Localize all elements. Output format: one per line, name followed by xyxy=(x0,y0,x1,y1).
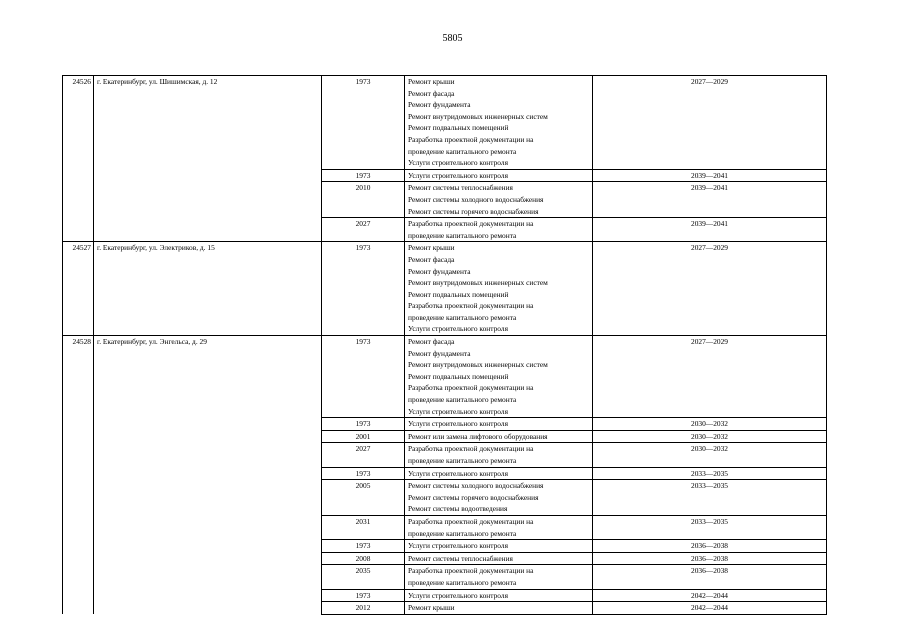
building-address: г. Екатеринбург, ул. Энгельса, д. 29 xyxy=(94,336,322,615)
table-row xyxy=(63,76,827,170)
planned-period: 2030—2032 xyxy=(593,430,827,443)
repair-work-item: Разработка проектной документации на xyxy=(408,566,534,576)
repair-works xyxy=(405,589,593,602)
repair-works xyxy=(405,480,593,516)
construction-year: 2001 xyxy=(322,430,405,443)
planned-period: 2027—2029 xyxy=(593,336,827,418)
repair-work-item: проведение капитального ремонта xyxy=(408,312,517,322)
planned-period: 2042—2044 xyxy=(593,602,827,615)
repair-work-item: Услуги строительного контроля xyxy=(408,468,508,478)
repair-work-item: Разработка проектной документации на xyxy=(408,444,534,454)
construction-year: 2035 xyxy=(322,565,405,589)
repair-work-item: Ремонт системы горячего водоснабжения xyxy=(408,206,539,216)
repair-work-item: Ремонт или замена лифтового оборудования xyxy=(408,431,548,441)
repair-work-item: Ремонт фундамента xyxy=(408,348,471,358)
building-id: 24526 xyxy=(63,76,94,242)
construction-year: 2027 xyxy=(322,443,405,467)
construction-year: 1973 xyxy=(322,76,405,170)
planned-period: 2030—2032 xyxy=(593,418,827,431)
construction-year: 2012 xyxy=(322,602,405,615)
repair-works xyxy=(405,76,593,170)
repair-works xyxy=(405,336,593,418)
repair-works xyxy=(405,242,593,336)
repair-work-item: Ремонт внутридомовых инженерных систем xyxy=(408,278,548,288)
repair-work-item: Разработка проектной документации на xyxy=(408,383,534,393)
repair-works xyxy=(405,602,593,615)
planned-period: 2039—2041 xyxy=(593,218,827,242)
repair-work-item: проведение капитального ремонта xyxy=(408,577,517,587)
repair-works xyxy=(405,515,593,539)
table-row xyxy=(63,242,827,336)
planned-period: 2030—2032 xyxy=(593,443,827,467)
construction-year: 1973 xyxy=(322,336,405,418)
repair-work-item: Ремонт подвальных помещений xyxy=(408,123,509,133)
construction-year: 1973 xyxy=(322,589,405,602)
planned-period: 2042—2044 xyxy=(593,589,827,602)
repair-schedule-table xyxy=(62,75,827,615)
repair-works xyxy=(405,430,593,443)
repair-works xyxy=(405,443,593,467)
construction-year: 2010 xyxy=(322,182,405,218)
repair-work-item: Услуги строительного контроля xyxy=(408,590,508,600)
planned-period: 2036—2038 xyxy=(593,552,827,565)
building-address: г. Екатеринбург, ул. Шишимская, д. 12 xyxy=(94,76,322,242)
planned-period: 2033—2035 xyxy=(593,515,827,539)
planned-period: 2039—2041 xyxy=(593,169,827,182)
planned-period: 2036—2038 xyxy=(593,540,827,553)
repair-work-item: Ремонт системы холодного водоснабжения xyxy=(408,481,544,491)
repair-works xyxy=(405,218,593,242)
repair-work-item: Ремонт внутридомовых инженерных систем xyxy=(408,360,548,370)
planned-period: 2033—2035 xyxy=(593,480,827,516)
repair-work-item: Ремонт фасада xyxy=(408,88,455,98)
building-id: 24527 xyxy=(63,242,94,336)
repair-works xyxy=(405,540,593,553)
repair-work-item: Услуги строительного контроля xyxy=(408,324,508,334)
repair-work-item: Разработка проектной документации на xyxy=(408,219,534,229)
repair-work-item: Ремонт крыши xyxy=(408,77,455,86)
repair-work-item: Ремонт фундамента xyxy=(408,266,471,276)
construction-year: 2005 xyxy=(322,480,405,516)
planned-period: 2027—2029 xyxy=(593,242,827,336)
repair-work-item: Услуги строительного контроля xyxy=(408,419,508,429)
repair-work-item: проведение капитального ремонта xyxy=(408,230,517,240)
repair-work-item: Услуги строительного контроля xyxy=(408,158,508,168)
repair-work-item: Ремонт системы теплоснабжения xyxy=(408,183,513,193)
repair-work-item: Разработка проектной документации на xyxy=(408,134,534,144)
repair-work-item: Разработка проектной документации на xyxy=(408,301,534,311)
repair-works xyxy=(405,565,593,589)
repair-work-item: проведение капитального ремонта xyxy=(408,146,517,156)
page-number: 5805 xyxy=(442,33,463,44)
repair-work-item: Ремонт подвальных помещений xyxy=(408,371,509,381)
construction-year: 2008 xyxy=(322,552,405,565)
repair-work-item: Ремонт крыши xyxy=(408,243,455,253)
repair-schedule-body xyxy=(63,76,827,615)
construction-year: 2031 xyxy=(322,515,405,539)
planned-period: 2033—2035 xyxy=(593,467,827,480)
repair-works xyxy=(405,169,593,182)
repair-works xyxy=(405,182,593,218)
repair-work-item: Разработка проектной документации на xyxy=(408,516,534,526)
repair-work-item: проведение капитального ремонта xyxy=(408,528,517,538)
construction-year: 1973 xyxy=(322,540,405,553)
repair-works xyxy=(405,552,593,565)
repair-work-item: Услуги строительного контроля xyxy=(408,541,508,551)
repair-work-item: Ремонт системы теплоснабжения xyxy=(408,553,513,563)
construction-year: 1973 xyxy=(322,467,405,480)
building-address: г. Екатеринбург, ул. Электриков, д. 15 xyxy=(94,242,322,336)
planned-period: 2036—2038 xyxy=(593,565,827,589)
repair-work-item: Ремонт внутридомовых инженерных систем xyxy=(408,111,548,121)
repair-works xyxy=(405,467,593,480)
planned-period: 2027—2029 xyxy=(593,76,827,170)
construction-year: 1973 xyxy=(322,242,405,336)
repair-works xyxy=(405,418,593,431)
construction-year: 1973 xyxy=(322,418,405,431)
repair-work-item: Ремонт системы водоотведения xyxy=(408,504,508,514)
construction-year: 1973 xyxy=(322,169,405,182)
planned-period: 2039—2041 xyxy=(593,182,827,218)
repair-work-item: Ремонт крыши xyxy=(408,603,455,613)
repair-work-item: Ремонт фасада xyxy=(408,254,455,264)
repair-work-item: Ремонт подвальных помещений xyxy=(408,289,509,299)
repair-work-item: Услуги строительного контроля xyxy=(408,406,508,416)
repair-work-item: Услуги строительного контроля xyxy=(408,170,508,180)
repair-work-item: проведение капитального ремонта xyxy=(408,395,517,405)
repair-work-item: проведение капитального ремонта xyxy=(408,456,517,465)
building-id: 24528 xyxy=(63,336,94,615)
repair-work-item: Ремонт системы холодного водоснабжения xyxy=(408,194,544,204)
repair-work-item: Ремонт системы горячего водоснабжения xyxy=(408,492,539,502)
repair-work-item: Ремонт фасада xyxy=(408,337,455,347)
table-row xyxy=(63,336,827,418)
construction-year: 2027 xyxy=(322,218,405,242)
repair-work-item: Ремонт фундамента xyxy=(408,100,471,110)
